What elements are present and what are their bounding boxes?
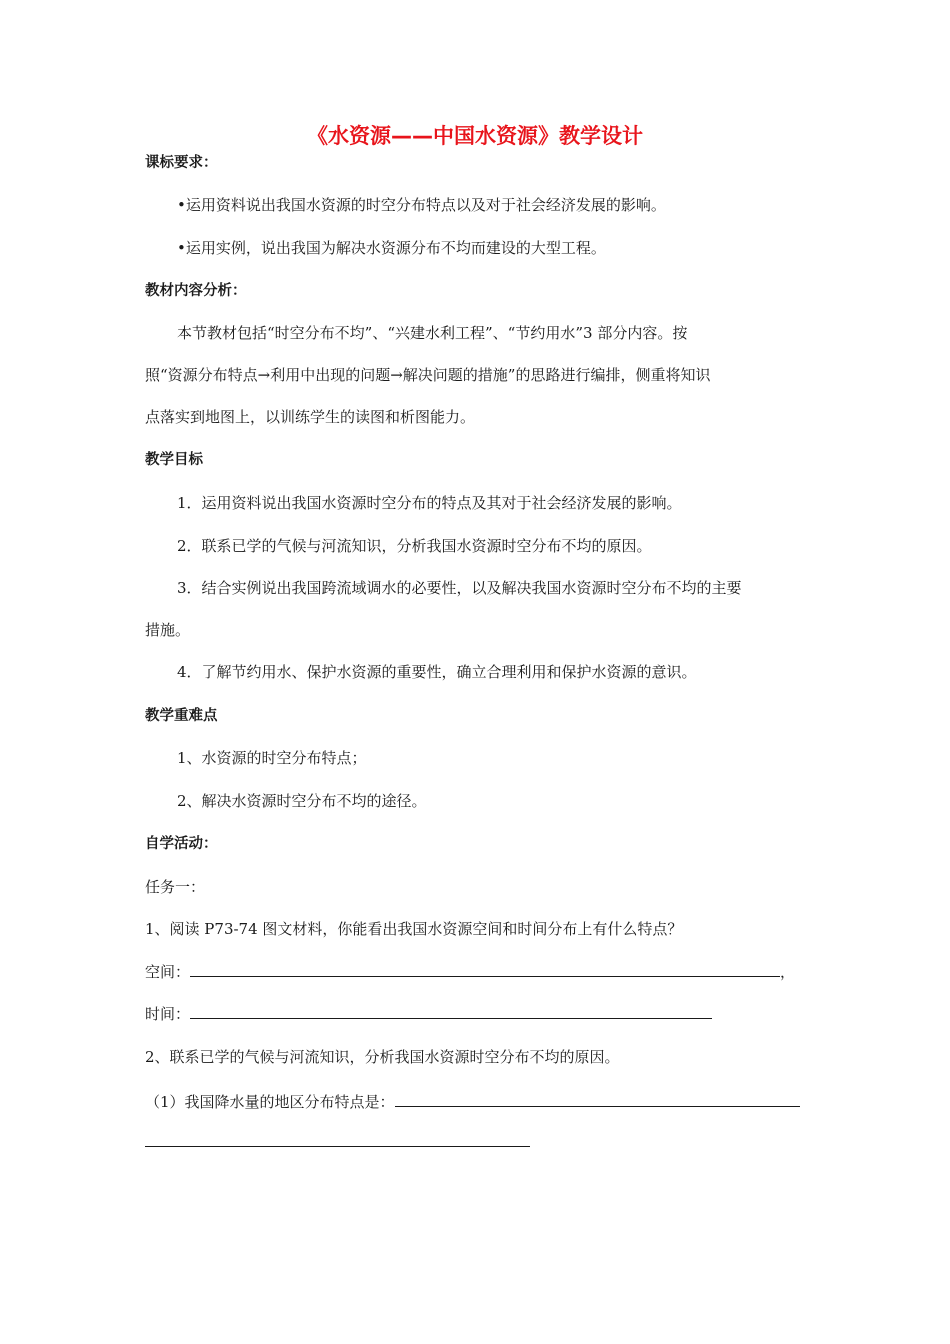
time-answer-blank[interactable] — [190, 1003, 712, 1019]
question-2: 2、联系已学的气候与河流知识，分析我国水资源时空分布不均的原因。 — [145, 1048, 620, 1066]
section-heading-zhongnan: 教学重难点 — [145, 708, 218, 724]
jiaocai-line-1: 本节教材包括“时空分布不均”、“兴建水利工程”、“节约用水”3 部分内容。按 — [177, 324, 688, 342]
question-2-1-row — [145, 1091, 800, 1113]
mubiao-item-3: 3．结合实例说出我国跨流域调水的必要性，以及解决我国水资源时空分布不均的主要 — [177, 579, 742, 597]
time-label: 时间： — [145, 1005, 191, 1023]
question-1: 1、阅读 P73-74 图文材料，你能看出我国水资源空间和时间分布上有什么特点？ — [145, 920, 683, 938]
section-heading-jiaocai: 教材内容分析： — [145, 283, 247, 299]
space-answer-row — [145, 961, 795, 983]
kebiao-item-2: •运用实例，说出我国为解决水资源分布不均而建设的大型工程。 — [177, 239, 606, 257]
zhongnan-item-2: 2、解决水资源时空分布不均的途径。 — [177, 792, 427, 810]
jiaocai-line-3: 点落实到地图上，以训练学生的读图和析图能力。 — [145, 408, 476, 426]
mubiao-item-4: 4．了解节约用水、保护水资源的重要性，确立合理利用和保护水资源的意识。 — [177, 663, 697, 681]
jiaocai-line-2: 照“资源分布特点→利用中出现的问题→解决问题的措施”的思路进行编排，侧重将知识 — [145, 366, 711, 384]
section-heading-kebiao: 课标要求： — [145, 155, 218, 171]
rainfall-answer-blank-cont[interactable] — [145, 1146, 530, 1147]
section-heading-mubiao: 教学目标 — [145, 452, 203, 468]
kebiao-item-1: •运用资料说出我国水资源的时空分布特点以及对于社会经济发展的影响。 — [177, 196, 666, 214]
space-end-mark: ， — [780, 963, 796, 981]
task-label: 任务一： — [145, 878, 206, 896]
time-answer-row — [145, 1003, 712, 1025]
space-label: 空间： — [145, 963, 191, 981]
mubiao-item-3-cont: 措施。 — [145, 621, 191, 639]
document-title: 《水资源——中国水资源》教学设计 — [307, 124, 643, 148]
mubiao-item-2: 2．联系已学的气候与河流知识，分析我国水资源时空分布不均的原因。 — [177, 537, 652, 555]
rainfall-answer-blank[interactable] — [395, 1091, 800, 1107]
mubiao-item-1: 1．运用资料说出我国水资源时空分布的特点及其对于社会经济发展的影响。 — [177, 494, 682, 512]
section-heading-zixue: 自学活动： — [145, 836, 218, 852]
zhongnan-item-1: 1、水资源的时空分布特点； — [177, 749, 367, 767]
space-answer-blank[interactable] — [190, 961, 780, 977]
question-2-1-label: （1）我国降水量的地区分布特点是： — [145, 1093, 395, 1111]
